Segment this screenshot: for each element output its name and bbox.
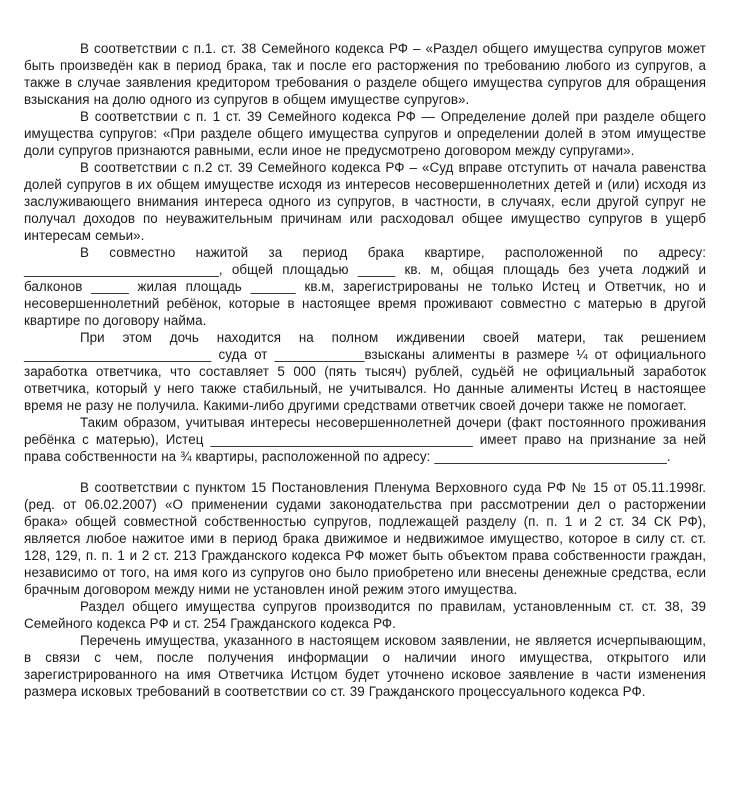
paragraph-article-38: В соответствии с п.1. ст. 38 Семейного кодекса РФ – «Раздел общего имущества супругов может быть произведён как в период брака, так и после его расторжения по требованию любого из супругов, а также в случае заявления кредитором требования о разделе общего имущества супругов для обращения взыскания на долю одного из супругов в общем имуществе супругов».: [24, 41, 706, 107]
paragraph-property-list: Перечень имущества, указанного в настоящем исковом заявлении, не является исчерпывающим, в связи с чем, после получения информации о наличии иного имущества, открытого или зарегистрированного на имя Ответчика Истцом будет уточнено исковое заявление в части изменения размера исковых требований в соответствии со ст. 39 Гражданского процессуального кодекса РФ.: [24, 633, 706, 699]
paragraph-article-39-p1: В соответствии с п. 1 ст. 39 Семейного кодекса РФ — Определение долей при разделе общего имущества супругов: «При разделе общего имущества супругов и определении долей в этом имуществе доли супругов признаются равными, если иное не предусмотрено договором между супругами».: [24, 109, 706, 158]
paragraph-alimony: При этом дочь находится на полном иждивении своей матери, так решением _________________________ суда от ____________взысканы алименты в размере ¼ от официального заработка ответчика, что составляет 5 000 (пять тысяч) рублей, судьёй не официальный заработок ответчика, который у него также стабильный, не учитывался. Но данные алименты Истец в настоящее время не разу не получила. Какими-либо другими средствами ответчик своей дочери также не помогает.: [24, 330, 706, 413]
paragraph-conclusion: Таким образом, учитывая интересы несовершеннолетней дочери (факт постоянного проживания ребёнка с матерью), Истец ___________________________________ имеет право на признание за ней права собственности на ¾ квартиры, расположенной по адресу: _______________________________.: [24, 415, 706, 464]
paragraph-plenum-resolution: В соответствии с пунктом 15 Постановления Пленума Верховного суда РФ № 15 от 05.11.1998г. (ред. от 06.02.2007) «О применении судами законодательства при рассмотрении дел о расторжении брака» общей совместной собственностью супругов, подлежащей разделу (п. п. 1 и 2 ст. 34 СК РФ), является любое нажитое ими в период брака движимое и недвижимое имущество, которое в силу ст. ст. 128, 129, п. п. 1 и 2 ст. 213 Гражданского кодекса РФ может быть объектом права собственности граждан, независимо от того, на имя кого из супругов оно было приобретено или внесены денежные средства, если брачным договором между ними не установлен иной режим этого имущества.: [24, 480, 706, 597]
paragraph-division-rules: Раздел общего имущества супругов производится по правилам, установленным ст. ст. 38, 39 Семейного кодекса РФ и ст. 254 Гражданского кодекса РФ.: [24, 599, 706, 631]
paragraph-apartment: В совместно нажитой за период брака квартире, расположенной по адресу: __________________________, общей площадью _____ кв. м, общая площадь без учета лоджий и балконов _____ жилая площадь ______ кв.м, зарегистрированы не только Истец и Ответчик, но и несовершеннолетний ребёнок, которые в настоящее время проживают совместно с матерью в другой квартире по договору найма.: [24, 245, 706, 328]
paragraph-article-39-p2: В соответствии с п.2 ст. 39 Семейного кодекса РФ – «Суд вправе отступить от начала равенства долей супругов в их общем имуществе исходя из интересов несовершеннолетних детей и (или) исходя из заслуживающего внимания интереса одного из супругов, в частности, в случаях, если другой супруг не получал доходов по неуважительным причинам или расходовал общее имущество супругов в ущерб интересам семьи».: [24, 160, 706, 243]
